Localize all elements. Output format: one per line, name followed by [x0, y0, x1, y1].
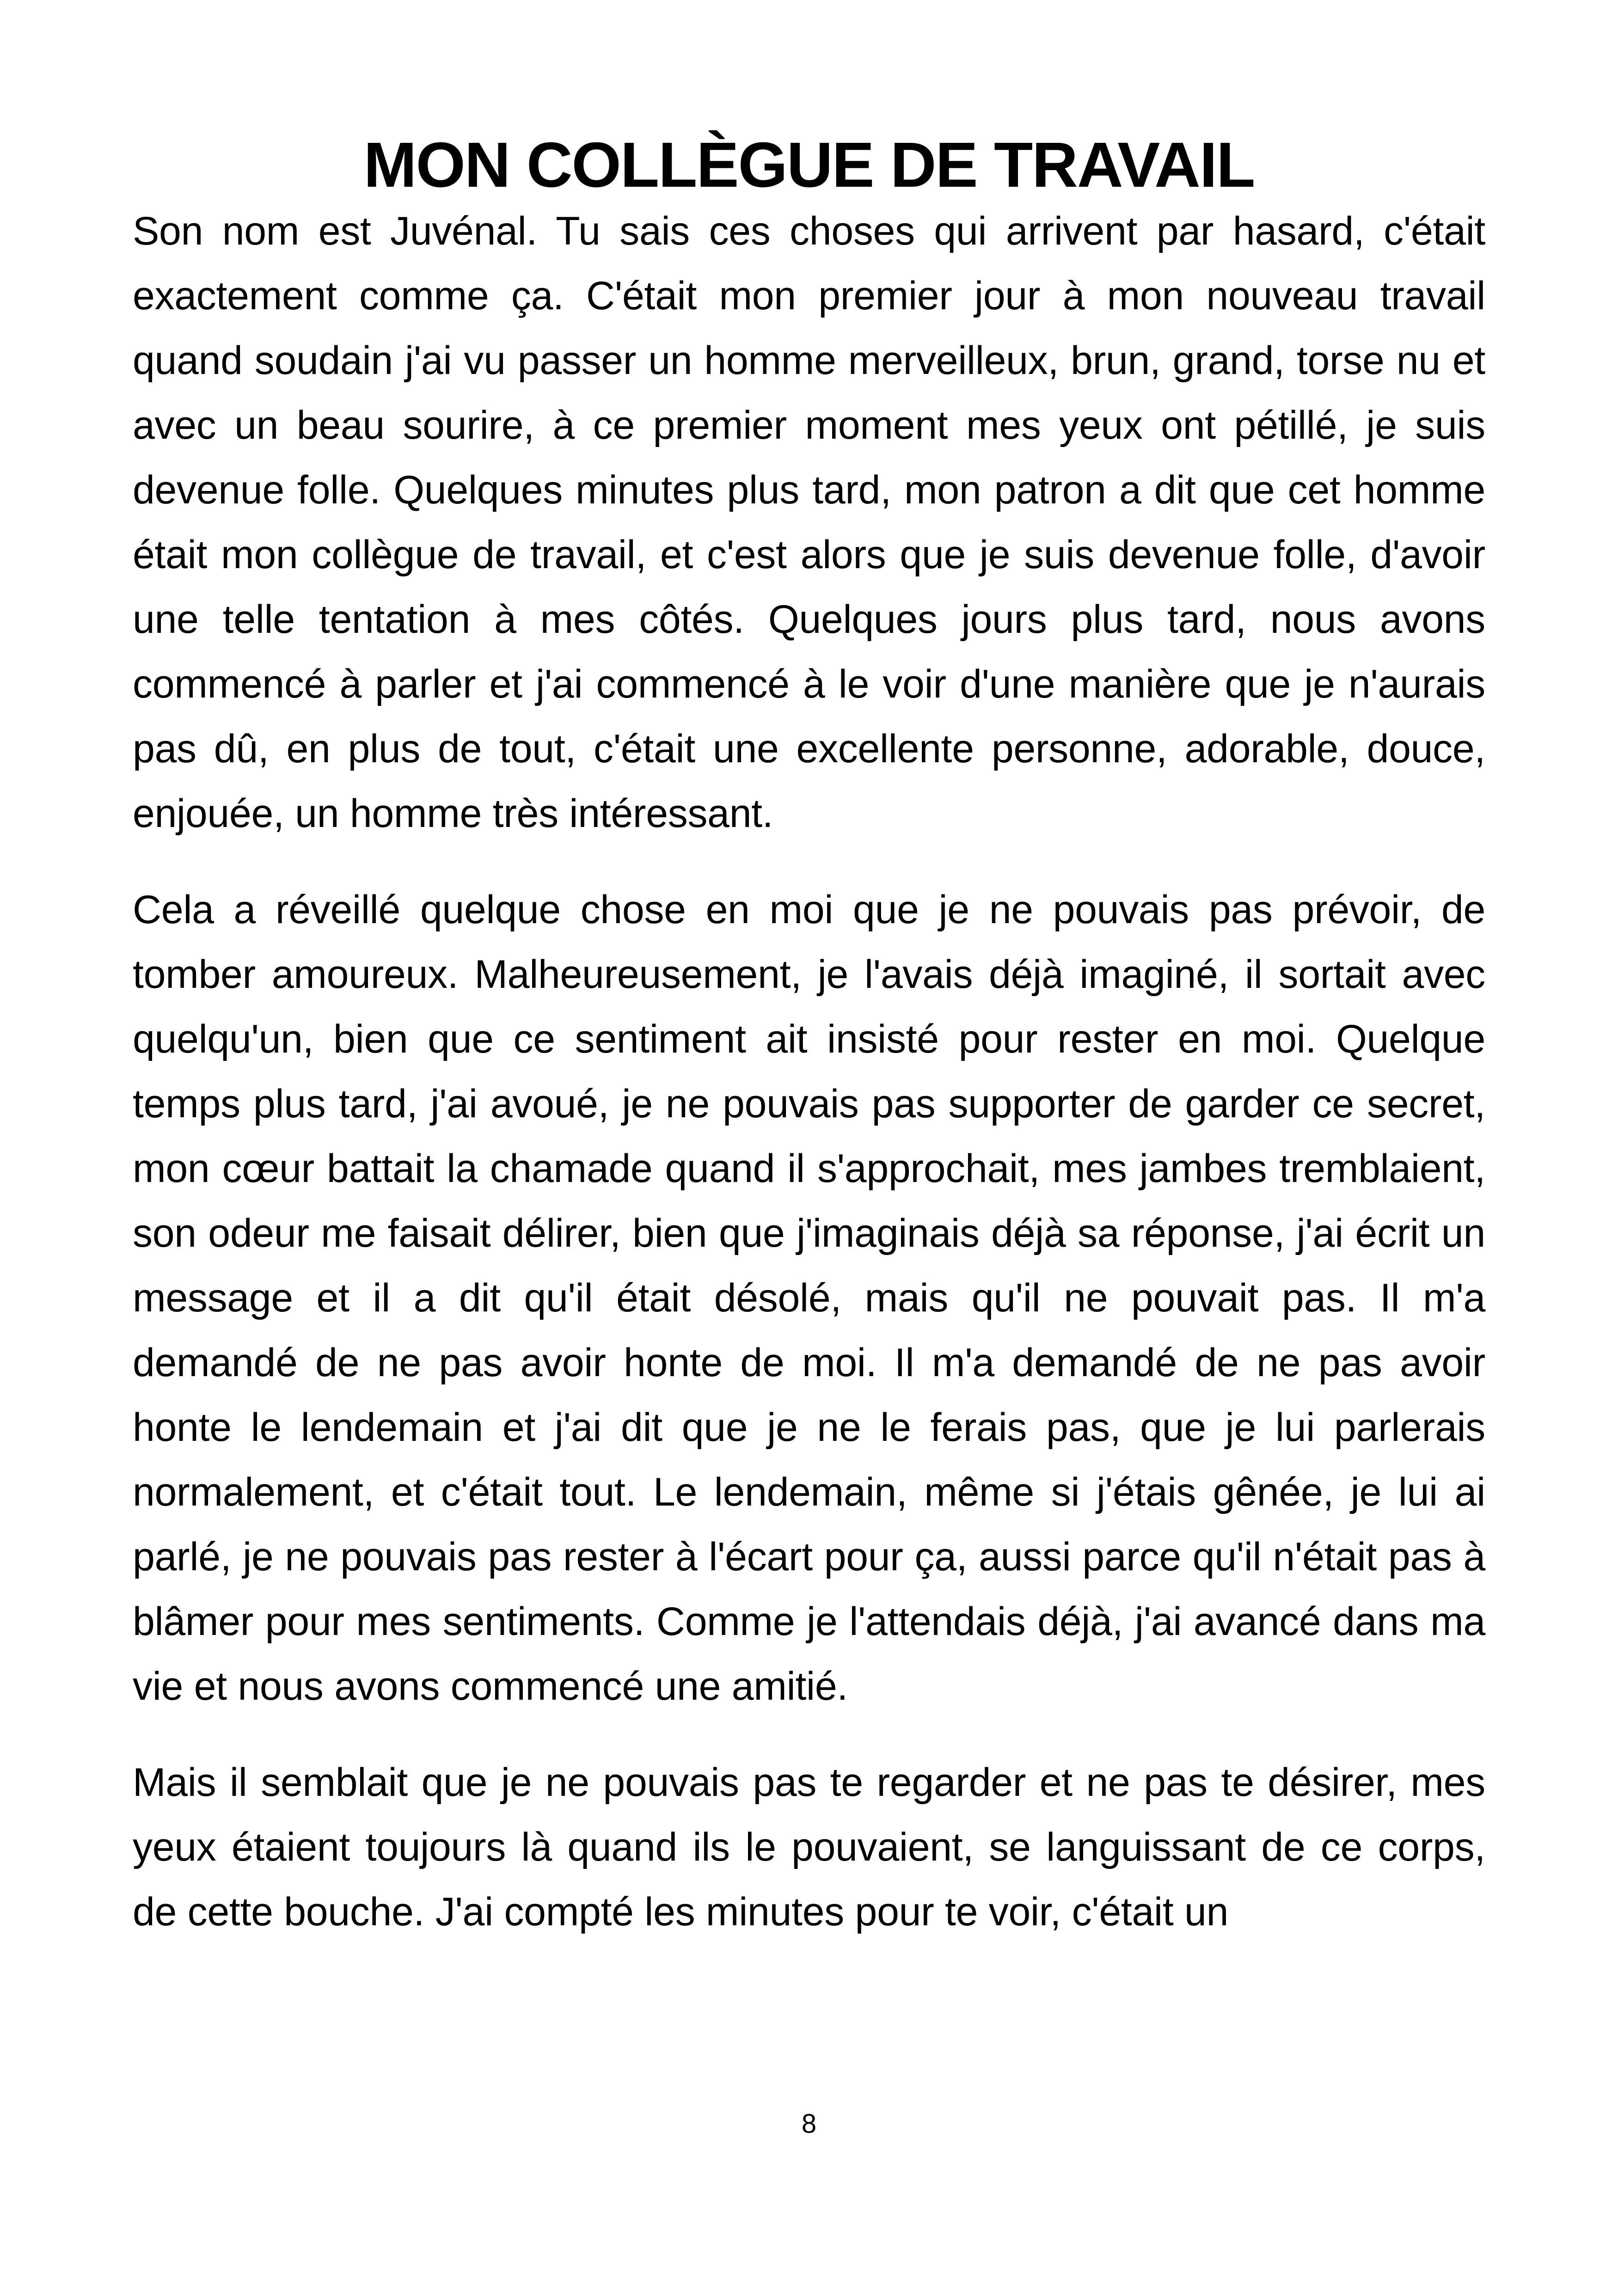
paragraph-2: Cela a réveillé quelque chose en moi que je ne pouvais pas prévoir, de tomber amoureux. Malheureusement, je l'avais déjà imaginé, il sortait avec quelqu'un, bien que ce sentiment ait insisté pour rester en moi. Quelque temps plus tard, j'ai avoué, je ne pouvais pas supporter de garder ce secret, mon cœur battait la chamade quand il s'approchait, mes jambes tremblaient, son odeur me faisait délirer, bien que j'imaginais déjà sa réponse, j'ai écrit un message et il a dit qu'il était désolé, mais qu'il ne pouvait pas. Il m'a demandé de ne pas avoir honte de moi. Il m'a demandé de ne pas avoir honte le lendemain et j'ai dit que je ne le ferais pas, que je lui parlerais normalement, et c'était tout. Le lendemain, même si j'étais gênée, je lui ai parlé, je ne pouvais pas rester à l'écart pour ça, aussi parce qu'il n'était pas à blâmer pour mes sentiments. Comme je l'attendais déjà, j'ai avancé dans ma vie et nous avons commencé une amitié. [133, 888, 1485, 1708]
chapter-title: MON COLLÈGUE DE TRAVAIL [363, 129, 1255, 201]
paragraph-1: Son nom est Juvénal. Tu sais ces choses qui arrivent par hasard, c'était exactement comme ça. C'était mon premier jour à mon nouveau travail quand soudain j'ai vu passer un homme merveilleux, brun, grand, torse nu et avec un beau sourire, à ce premier moment mes yeux ont pétillé, je suis devenue folle. Quelques minutes plus tard, mon patron a dit que cet homme était mon collègue de travail, et c'est alors que je suis devenue folle, d'avoir une telle tentation à mes côtés. Quelques jours plus tard, nous avons commencé à parler et j'ai commencé à le voir d'une manière que je n'aurais pas dû, en plus de tout, c'était une excellente personne, adorable, douce, enjouée, un homme très intéressant. [133, 209, 1485, 836]
body-text [133, 199, 1485, 1976]
paragraph-3: Mais il semblait que je ne pouvais pas te regarder et ne pas te désirer, mes yeux étaient toujours là quand ils le pouvaient, se languissant de ce corps, de cette bouche. J'ai compté les minutes pour te voir, c'était un [133, 1760, 1485, 1934]
page-number: 8 [801, 2109, 817, 2139]
